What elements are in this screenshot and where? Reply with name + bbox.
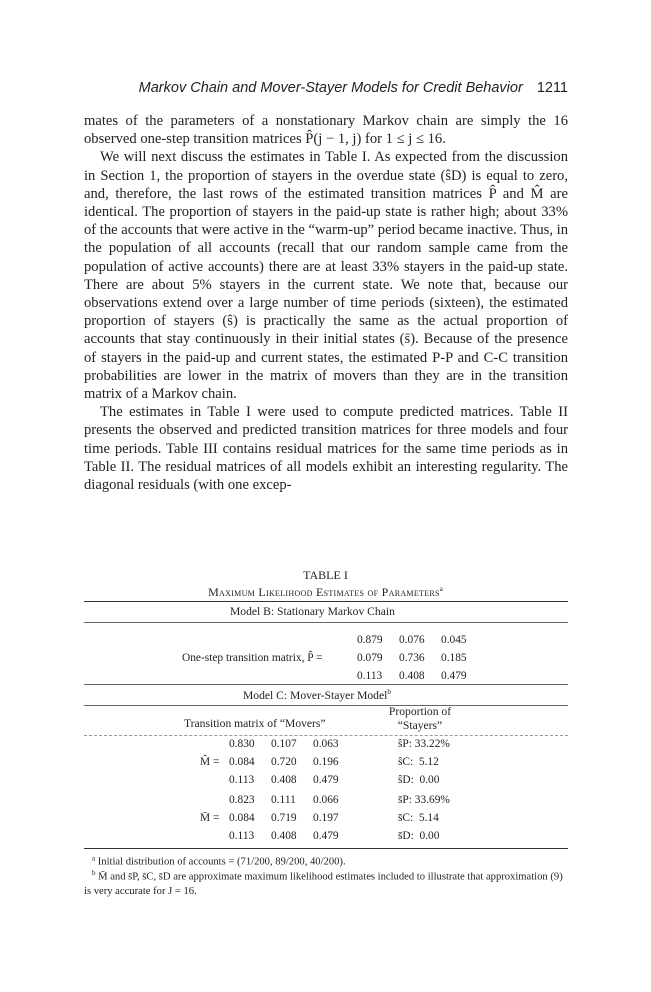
block2-row-1 — [229, 794, 355, 806]
page-number: 1211 — [536, 80, 568, 96]
footnote-a-text: Initial distribution of accounts = (71/200, 89/200, 40/200). — [97, 856, 346, 868]
matrix-cell: 0.185 — [441, 652, 467, 664]
model-c-heading-note: b — [387, 688, 391, 696]
col-stayers-header-1: Proportion of — [388, 705, 452, 718]
matrix-cell: 0.045 — [441, 634, 467, 646]
model-b-matrix-row-1 — [357, 634, 483, 646]
model-b-row-label: One-step transition matrix, P̂ = — [182, 652, 323, 664]
matrix-cell: 0.719 — [271, 812, 297, 824]
matrix-cell: 0.113 — [357, 670, 383, 682]
matrix-cell: 0.823 — [229, 794, 255, 806]
matrix-cell: 0.084 — [229, 812, 255, 824]
matrix-cell: 0.830 — [229, 738, 255, 750]
block2-label: M̄ = — [200, 812, 220, 824]
table-label: TABLE I — [303, 568, 348, 582]
matrix-cell: 0.736 — [399, 652, 425, 664]
block1-row-2 — [229, 756, 355, 768]
table-top-rule — [84, 601, 568, 602]
matrix-cell: 0.113 — [229, 774, 255, 786]
model-c-heading — [243, 688, 391, 702]
matrix-cell: 0.408 — [399, 670, 425, 682]
block1-stayer-p: ŝP: 33.22% — [398, 738, 450, 750]
matrix-cell: 0.084 — [229, 756, 255, 768]
block2-stayer-p: s̄P: 33.69% — [398, 794, 450, 806]
running-header — [0, 80, 568, 96]
table-caption — [0, 585, 651, 600]
block2-row-3 — [229, 830, 355, 842]
matrix-cell: 0.113 — [229, 830, 255, 842]
block1-label: M̂ = — [200, 756, 220, 768]
col-stayers-header-2: “Stayers” — [397, 719, 443, 732]
running-title: Markov Chain and Mover-Stayer Models for Credit Behavior — [138, 80, 523, 96]
matrix-cell: 0.408 — [271, 830, 297, 842]
matrix-cell: 0.079 — [357, 652, 383, 664]
model-c-top-rule — [84, 684, 568, 685]
model-c-header-rule — [84, 735, 568, 736]
matrix-cell: 0.063 — [313, 738, 339, 750]
matrix-cell: 0.076 — [399, 634, 425, 646]
matrix-cell: 0.879 — [357, 634, 383, 646]
paragraph-3: The estimates in Table I were used to compute predicted matrices. Table II presents the observed and predicted transition matrices for three models and four time periods. Table III contains residual matrices for the same time periods as in Table II. The residual matrices of all models exhibit an interesting regularity. The diagonal residuals (with one excep- — [84, 404, 568, 494]
block1-row-3 — [229, 774, 355, 786]
matrix-cell: 0.479 — [313, 830, 339, 842]
model-b-matrix-row-3 — [357, 670, 483, 682]
table-caption-note: a — [439, 585, 443, 593]
block2-row-2 — [229, 812, 355, 824]
matrix-cell: 0.408 — [271, 774, 297, 786]
block2-stayer-d: s̄D: 0.00 — [398, 830, 440, 842]
model-c-heading-text: Model C: Mover-Stayer Model — [243, 688, 388, 702]
col-movers-header: Transition matrix of “Movers” — [184, 717, 326, 730]
block1-stayer-c: ŝC: 5.12 — [398, 756, 439, 768]
footnote-b: $^b$ M̄ and s̄P, s̄C, s̄D are approximate maximum likelihood estimates included to illustrate that approximation (9) is very accurate for J = 16. — [84, 869, 563, 897]
matrix-cell: 0.720 — [271, 756, 297, 768]
table-caption-text: Maximum Likelihood Estimates of Parameters — [208, 585, 440, 599]
paragraph-1: mates of the parameters of a nonstationary Markov chain are simply the 16 observed one-step transition matrices P̂(j − 1, j) for 1 ≤ j ≤ 16. — [84, 113, 568, 148]
matrix-cell: 0.111 — [271, 794, 296, 806]
model-b-rule — [84, 622, 568, 623]
model-b-heading: Model B: Stationary Markov Chain — [230, 605, 395, 618]
body-text — [84, 112, 568, 494]
matrix-cell: 0.107 — [271, 738, 297, 750]
matrix-cell: 0.479 — [441, 670, 467, 682]
matrix-cell: 0.066 — [313, 794, 339, 806]
matrix-cell: 0.196 — [313, 756, 339, 768]
matrix-cell: 0.197 — [313, 812, 339, 824]
table-bottom-rule — [84, 848, 568, 849]
block2-stayer-c: s̄C: 5.14 — [398, 812, 439, 824]
block1-row-1 — [229, 738, 355, 750]
paragraph-2: We will next discuss the estimates in Table I. As expected from the discussion in Section 1, the proportion of stayers in the overdue state (ŝD) is equal to zero, and, therefore, the last rows of the estimated transition matrices P̂ and M̂ are identical. The proportion of stayers in the paid-up state is rather high; about 33% of the accounts that were active in the “warm-up” period became inactive. Thus, in the population of all accounts (recall that our random sample came from the population of active accounts) there are at least 33% stayers in the paid-up state. There are about 5% stayers in the current state. We note that, because our observations extend over a large number of time periods (sixteen), the estimated proportion of stayers (ŝ) is practically the same as the actual proportion of accounts that stay continuously in their initial states (s̄). Because of the presence of stayers in the paid-up and current states, the estimated P-P and C-C transition probabilities are lower in the matrix of movers than they are in the transition matrix of a Markov chain. — [84, 149, 568, 403]
footnote-b-text: M̄ and s̄P, s̄C, s̄D are approximate maximum likelihood estimates included to illustrate that approximation (9) is very accurate for J = 16. — [84, 871, 563, 897]
model-b-matrix-row-2 — [357, 652, 483, 664]
model-c-rule — [84, 705, 568, 706]
block1-stayer-d: ŝD: 0.00 — [398, 774, 440, 786]
footnote-a: $^a$ Initial distribution of accounts = (71/200, 89/200, 40/200). — [92, 854, 346, 868]
matrix-cell: 0.479 — [313, 774, 339, 786]
